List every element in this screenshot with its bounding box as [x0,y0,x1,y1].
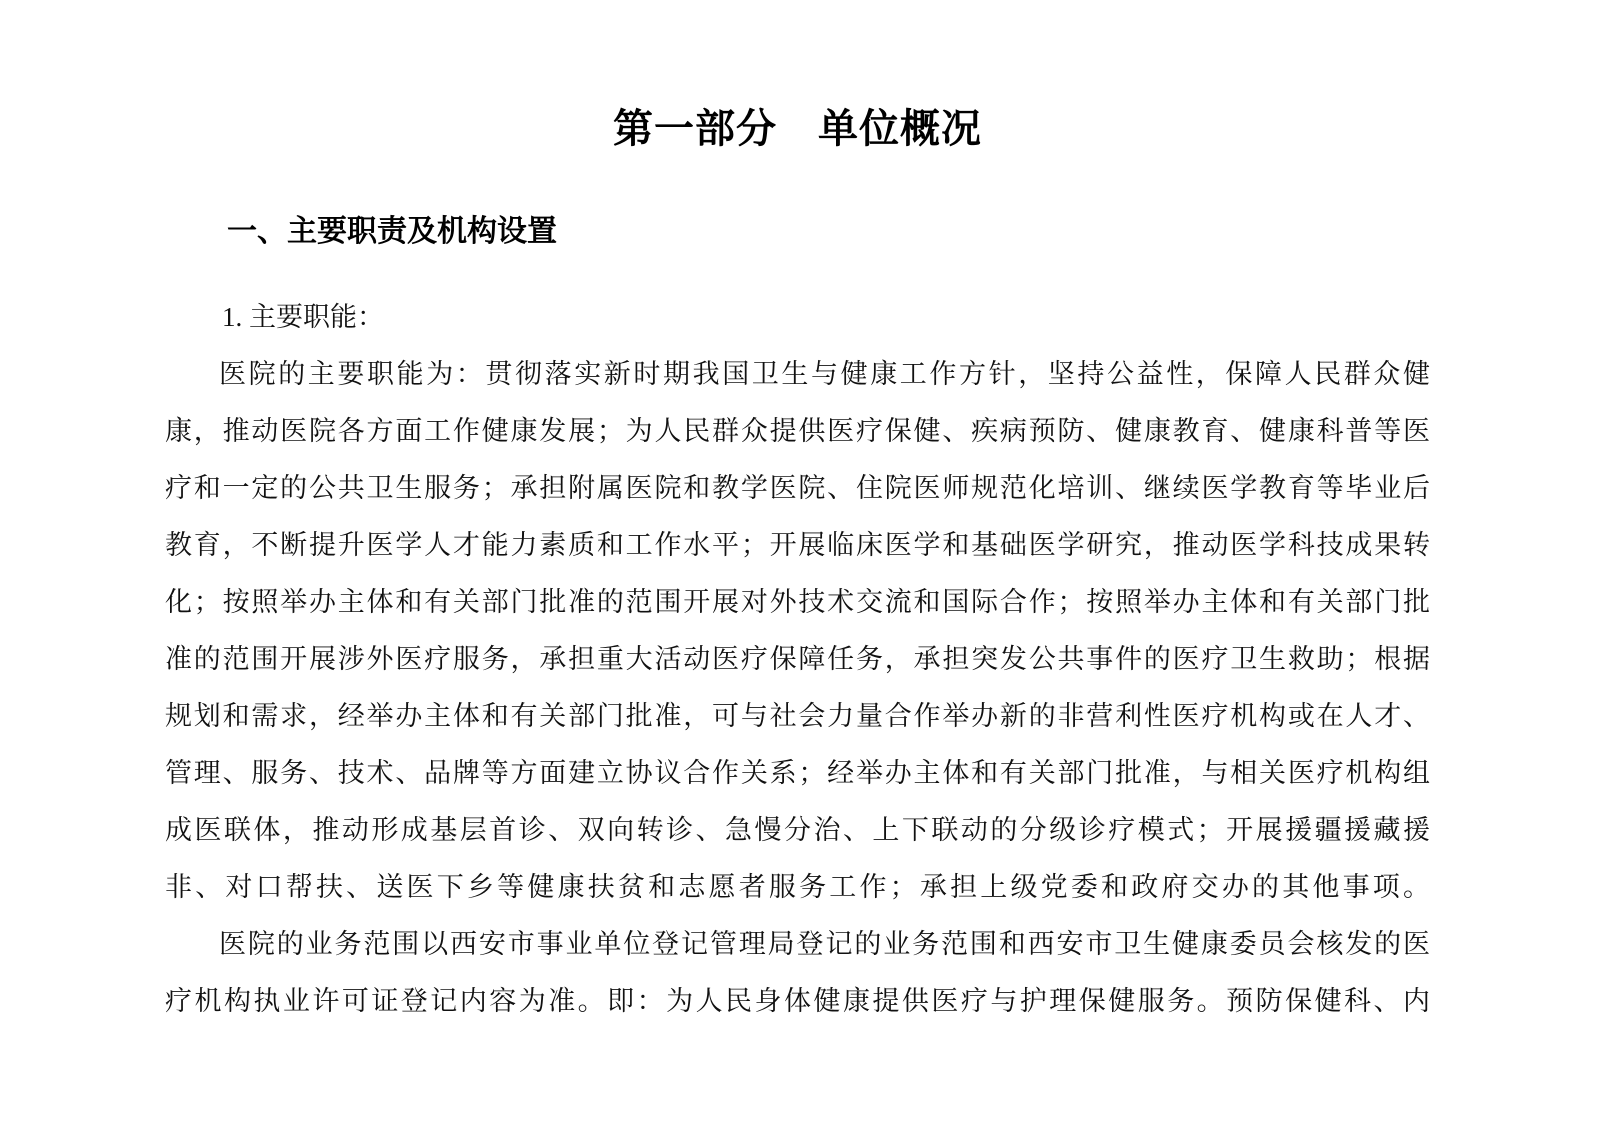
body-text-line: 教育，不断提升医学人才能力素质和工作水平；开展临床医学和基础医学研究，推动医学科技成果转 [165,530,1430,560]
body-text-line: 成医联体，推动形成基层首诊、双向转诊、急慢分治、上下联动的分级诊疗模式；开展援疆援藏援 [165,815,1430,845]
document-title: 第一部分 单位概况 [613,107,982,151]
body-text-line: 非、对口帮扶、送医下乡等健康扶贫和志愿者服务工作；承担上级党委和政府交办的其他事项。 [165,872,1430,902]
body-text-line: 疗和一定的公共卫生服务；承担附属医院和教学医院、住院医师规范化培训、继续医学教育等毕业后 [165,473,1430,503]
subsection-label: 1. 主要职能： [222,302,384,332]
body-text-line: 疗机构执业许可证登记内容为准。即：为人民身体健康提供医疗与护理保健服务。预防保健科、内 [165,986,1430,1016]
body-text-line: 准的范围开展涉外医疗服务，承担重大活动医疗保障任务，承担突发公共事件的医疗卫生救助；根据 [165,644,1430,674]
document-content [0,103,1600,1030]
section-heading: 一、主要职责及机构设置 [227,215,557,248]
body-text-line: 规划和需求，经举办主体和有关部门批准，可与社会力量合作举办新的非营利性医疗机构或在人才、 [165,701,1430,731]
body-text-line: 医院的主要职能为：贯彻落实新时期我国卫生与健康工作方针，坚持公益性，保障人民群众健 [219,359,1430,389]
body-text-line: 康，推动医院各方面工作健康发展；为人民群众提供医疗保健、疾病预防、健康教育、健康科普等医 [165,416,1430,446]
body-text-line: 化；按照举办主体和有关部门批准的范围开展对外技术交流和国际合作；按照举办主体和有关部门批 [165,587,1430,617]
paragraph-lines [165,346,1430,1030]
body-text-line: 医院的业务范围以西安市事业单位登记管理局登记的业务范围和西安市卫生健康委员会核发的医 [219,929,1430,959]
body-text-line: 管理、服务、技术、品牌等方面建立协议合作关系；经举办主体和有关部门批准，与相关医疗机构组 [165,758,1430,788]
